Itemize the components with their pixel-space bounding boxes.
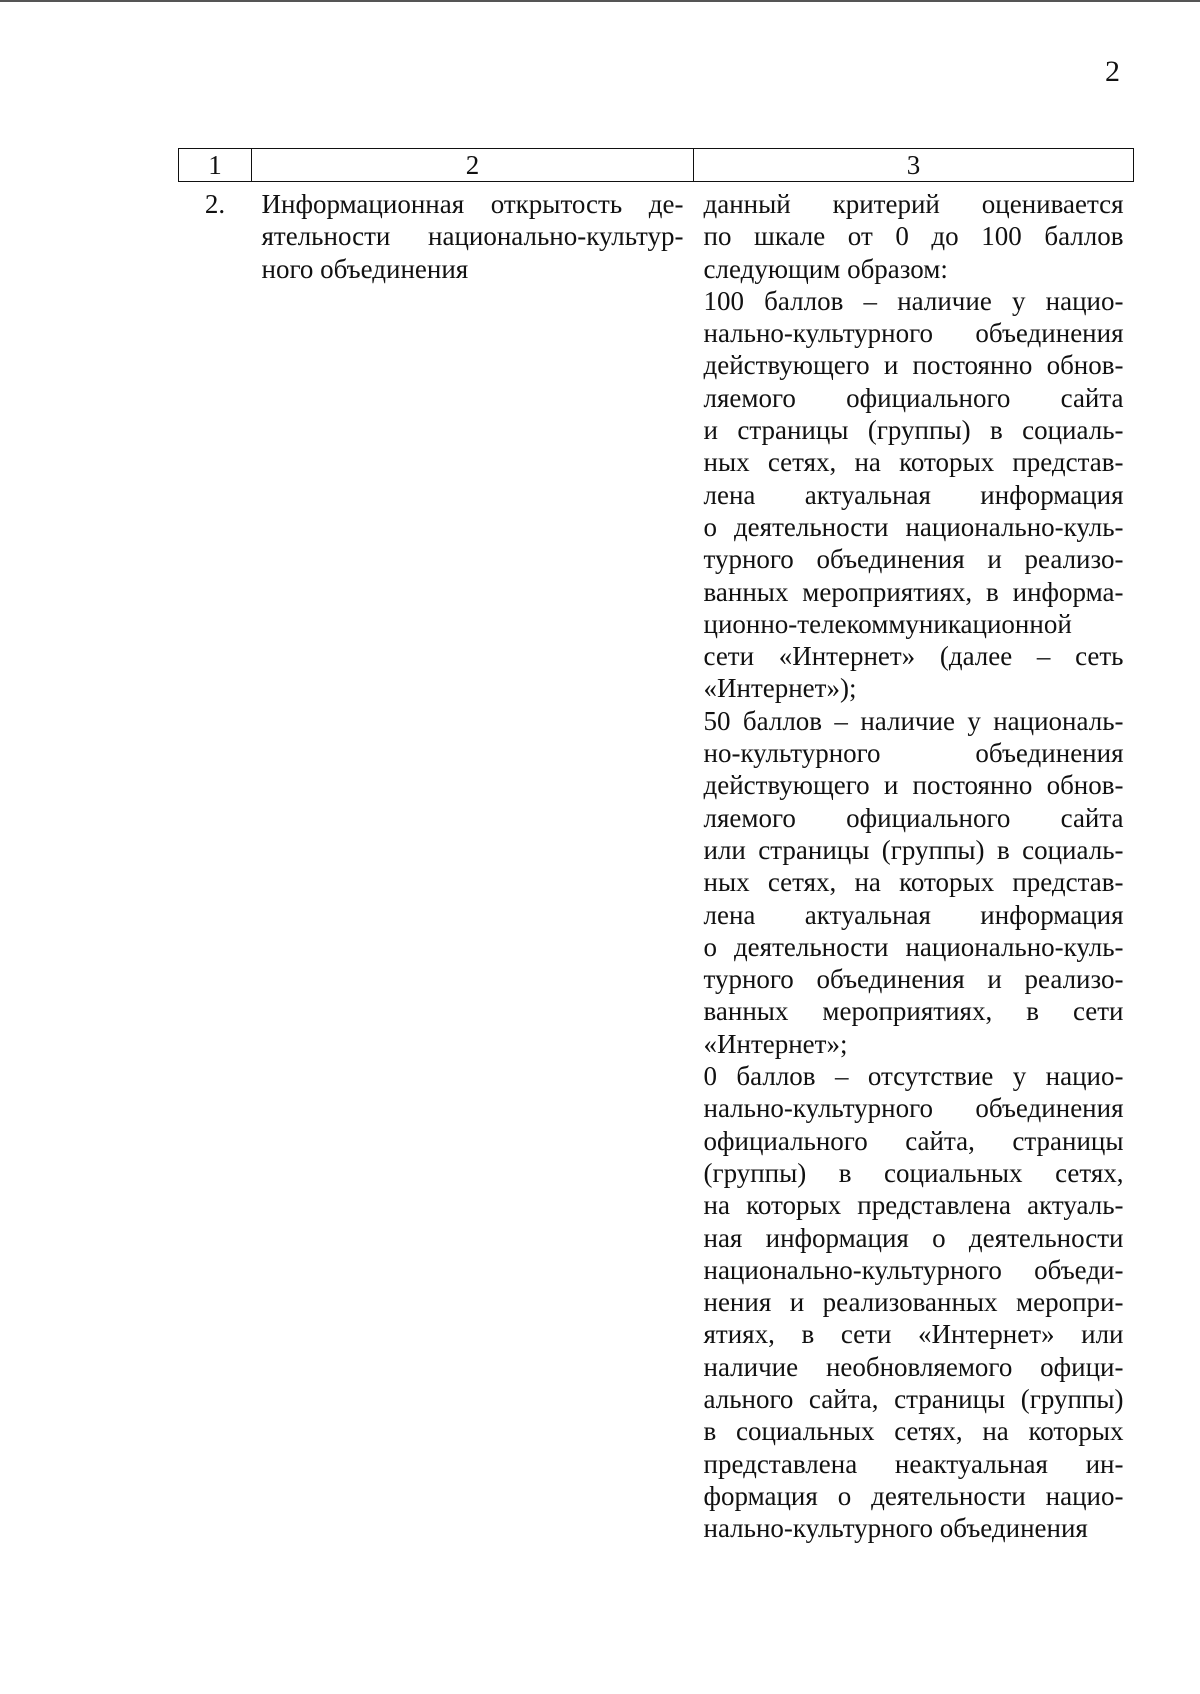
criterion-description-line: турного объединения и реализо-	[703, 964, 1124, 995]
criterion-description-line: нально-культурного объединения	[703, 1513, 1088, 1544]
criterion-description-line: но-культурного объединения	[703, 738, 1124, 769]
criterion-description-line: ная информация о деятельности	[703, 1222, 1124, 1253]
criterion-description-line: «Интернет»;	[703, 1028, 848, 1059]
criterion-description-line: 50 баллов – наличие у националь-	[703, 705, 1124, 736]
criterion-name	[252, 182, 694, 1545]
criterion-description-line: сети «Интернет» (далее – сеть	[703, 641, 1124, 672]
criterion-description-line: ляемого официального сайта	[703, 382, 1124, 413]
criterion-description-line: 0 баллов – отсутствие у нацио-	[703, 1061, 1124, 1092]
criterion-description-line: о деятельности национально-куль-	[703, 511, 1124, 542]
criterion-description-line: действующего и постоянно обнов-	[703, 350, 1124, 381]
criterion-description-line: следующим образом:	[703, 253, 948, 284]
table-row	[179, 182, 1134, 1545]
criterion-description	[694, 182, 1134, 1545]
criterion-description-line: ванных мероприятиях, в сети	[703, 996, 1124, 1027]
row-number: 2.	[204, 189, 226, 219]
column-header-3: 3	[694, 149, 1134, 182]
column-header-2: 2	[252, 149, 694, 182]
criterion-description-line: и страницы (группы) в социаль-	[703, 415, 1124, 446]
criterion-description-line: о деятельности национально-куль-	[703, 931, 1124, 962]
criterion-description-line: турного объединения и реализо-	[703, 544, 1124, 575]
table-header-row	[179, 149, 1134, 182]
criterion-description-line: 100 баллов – наличие у нацио-	[703, 285, 1124, 316]
criterion-description-line: по шкале от 0 до 100 баллов	[703, 221, 1124, 252]
criterion-description-line: в социальных сетях, на которых	[703, 1416, 1124, 1447]
criterion-description-line: (группы) в социальных сетях,	[703, 1157, 1124, 1188]
criterion-description-line: ятиях, в сети «Интернет» или	[703, 1319, 1124, 1350]
criterion-description-line: лена актуальная информация	[703, 899, 1124, 930]
criterion-description-line: на которых представлена актуаль-	[703, 1190, 1124, 1221]
criterion-description-line: нально-культурного объединения	[703, 318, 1124, 349]
criterion-description-line: действующего и постоянно обнов-	[703, 770, 1124, 801]
criterion-description-line: или страницы (группы) в социаль-	[703, 834, 1124, 865]
criterion-description-line: официального сайта, страницы	[703, 1125, 1124, 1156]
page-number: 2	[1105, 55, 1120, 88]
criterion-name-line: ного объединения	[261, 253, 469, 284]
criterion-description-line: ных сетях, на которых представ-	[703, 447, 1124, 478]
criterion-description-line: формация о деятельности нацио-	[703, 1480, 1124, 1511]
criterion-name-line: Информационная открытость де-	[261, 189, 684, 219]
criterion-description-line: ляемого официального сайта	[703, 802, 1124, 833]
criterion-name-line: ятельности национально-культур-	[261, 221, 684, 252]
criterion-description-line: ных сетях, на которых представ-	[703, 867, 1124, 898]
criterion-description-line: наличие необновляемого офици-	[703, 1351, 1124, 1382]
criterion-description-line: ционно-телекоммуникационной	[703, 608, 1072, 639]
criterion-description-line: «Интернет»);	[703, 673, 857, 704]
criterion-description-line: национально-культурного объеди-	[703, 1254, 1124, 1285]
criterion-description-line: лена актуальная информация	[703, 479, 1124, 510]
top-scan-edge	[0, 0, 1200, 2]
criterion-description-line: ального сайта, страницы (группы)	[703, 1383, 1124, 1414]
criterion-description-line: нально-культурного объединения	[703, 1093, 1124, 1124]
criterion-description-line: ванных мероприятиях, в информа-	[703, 576, 1124, 607]
column-header-1: 1	[179, 149, 252, 182]
criterion-description-line: представлена неактуальная ин-	[703, 1448, 1124, 1479]
criterion-description-line: нения и реализованных меропри-	[703, 1287, 1124, 1318]
criteria-table	[178, 148, 1134, 1544]
criterion-description-line: данный критерий оценивается	[703, 189, 1124, 219]
